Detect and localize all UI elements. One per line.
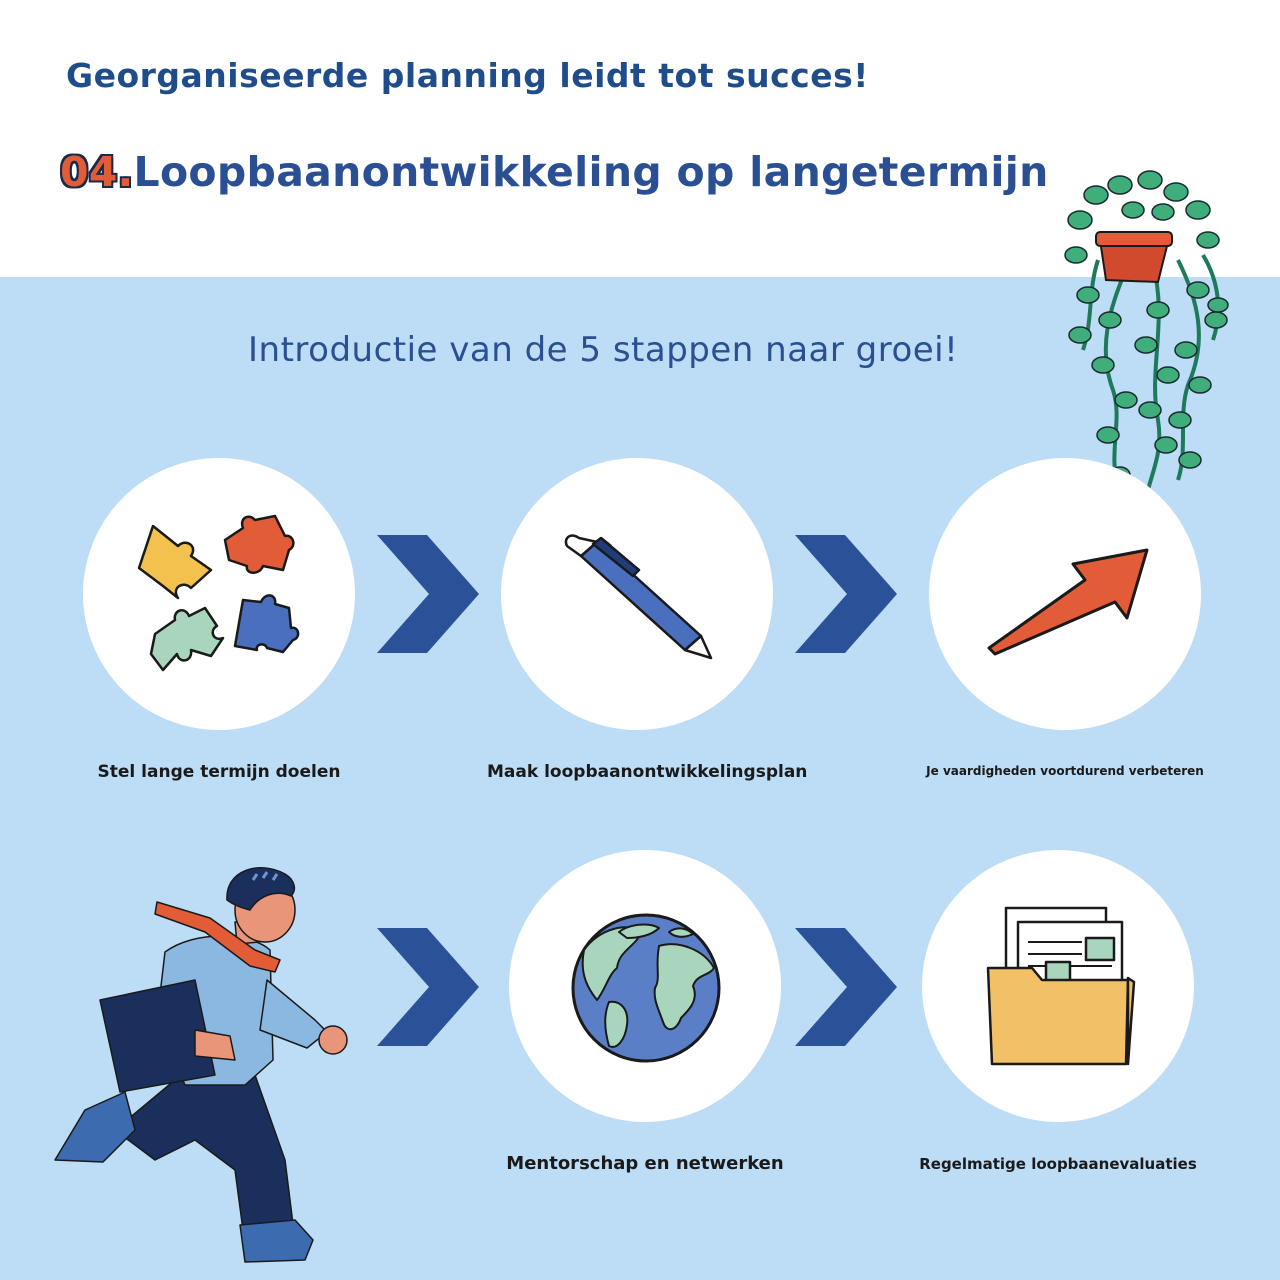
page-title [60,148,1049,196]
puzzle-pieces-icon [83,458,355,730]
arrow-up-right-icon [929,458,1201,730]
chevron-right-icon [377,928,482,1046]
pen-icon [501,458,773,730]
step-2-circle [501,458,773,730]
section-number: 04. [60,148,134,196]
step-4-label: Mentorschap en netwerken [506,1153,784,1174]
chevron-right-icon [377,535,482,653]
intro-text: Introductie van de 5 stappen naar groei! [248,330,959,370]
chevron-right-icon [795,928,900,1046]
step-1-label: Stel lange termijn doelen [97,762,341,782]
section-title: Loopbaanontwikkeling op langetermijn [133,148,1049,196]
step-5-circle [922,850,1194,1122]
step-5-label: Regelmatige loopbaanevaluaties [919,1155,1197,1173]
running-businessman-icon [45,860,355,1270]
step-3-label: Je vaardigheden voortdurend verbeteren [926,764,1204,778]
chevron-right-icon [795,535,900,653]
hanging-plant-icon [1058,170,1233,500]
globe-icon [509,850,781,1122]
step-3-circle [929,458,1201,730]
folder-documents-icon [922,850,1194,1122]
step-2-label: Maak loopbaanontwikkelingsplan [487,762,808,782]
tagline: Georganiseerde planning leidt tot succes! [66,56,869,95]
step-1-circle [83,458,355,730]
step-4-circle [509,850,781,1122]
